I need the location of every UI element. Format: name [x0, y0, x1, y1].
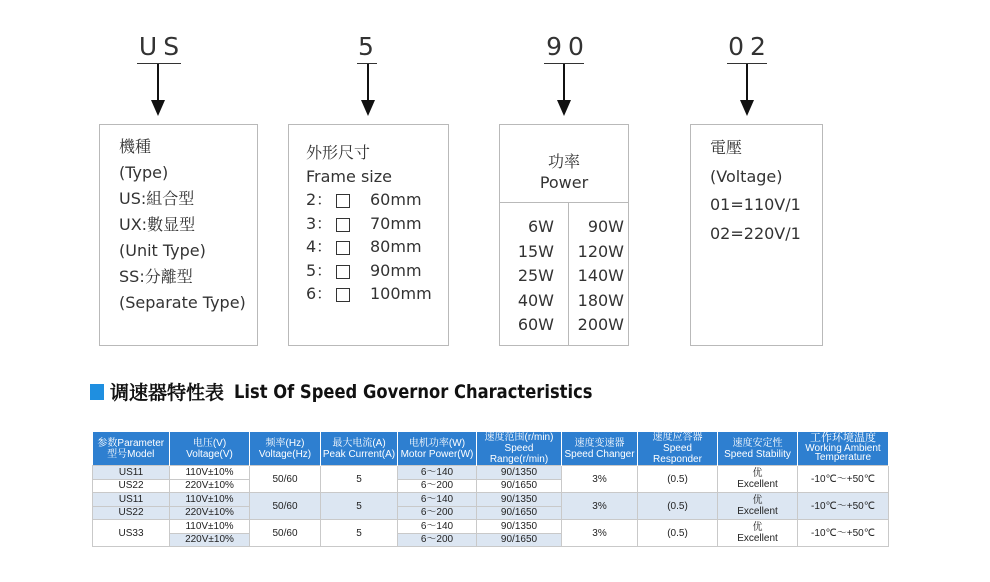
type-line: UX:數显型: [119, 215, 196, 234]
cell-responder: (0.5): [638, 493, 718, 520]
section-marker-icon: [90, 384, 104, 400]
type-line: (Type): [119, 163, 169, 182]
arrow-down-icon: [361, 100, 375, 116]
code-part-frame: 5: [358, 32, 380, 61]
header-speed-range: 速度范围(r/min) Speed Range(r/min): [477, 432, 562, 466]
cell-temperature: -10℃～+50℃: [798, 466, 889, 493]
frame-row: [306, 235, 432, 259]
voltage-box-text: [710, 134, 801, 248]
cell-changer: 3%: [562, 493, 638, 520]
header-frequency: 频率(Hz) Voltage(Hz): [250, 432, 321, 466]
power-value: 40W: [517, 290, 554, 310]
cell-frequency: 50/60: [250, 520, 321, 547]
power-value: 120W: [577, 241, 624, 261]
header-model: 参数Parameter 型号Model: [93, 432, 170, 466]
cell-power: 6～140: [398, 493, 477, 507]
frame-size-box: [288, 124, 449, 346]
cell-stability: 优 Excellent: [718, 466, 798, 493]
code-underline-type: [137, 63, 181, 64]
power-box: [499, 124, 629, 346]
table-header-row: [93, 432, 889, 466]
voltage-box: [690, 124, 823, 346]
power-value: 25W: [517, 266, 554, 285]
arrow-down-icon: [557, 100, 571, 116]
frame-row: [306, 212, 432, 236]
frame-title-cn: 外形尺寸: [306, 143, 371, 162]
checkbox-square-icon: [336, 288, 350, 302]
code-part-type: US: [138, 32, 186, 61]
type-line: SS:分離型: [119, 267, 193, 286]
cell-power: 6～140: [398, 520, 477, 534]
table-row: [93, 520, 889, 534]
cell-model: US33: [93, 520, 170, 547]
cell-range: 90/1350: [477, 520, 562, 534]
cell-power: 6～140: [398, 466, 477, 480]
cell-temperature: -10℃～+50℃: [798, 493, 889, 520]
voltage-line: 02=220V/1: [710, 223, 801, 243]
header-motor-power: 电机功率(W) Motor Power(W): [398, 432, 477, 466]
checkbox-square-icon: [336, 218, 350, 232]
type-line: (Unit Type): [119, 241, 206, 260]
header-voltage: 电压(V) Voltage(V): [170, 432, 250, 466]
power-value: 140W: [577, 266, 624, 285]
checkbox-square-icon: [336, 241, 350, 255]
power-list-right: [578, 215, 624, 338]
header-temperature: 工作环境温度 Working Ambient Temperature: [798, 432, 889, 466]
cell-voltage: 110V±10%: [170, 466, 250, 480]
arrow-stem-type: [157, 64, 159, 102]
frame-title-en: Frame size: [306, 166, 392, 186]
frame-num: 2：: [306, 190, 333, 209]
code-part-voltage: 02: [728, 32, 772, 61]
power-list-left: [518, 215, 554, 338]
section-title-cn: 调速器特性表: [110, 382, 225, 404]
voltage-line: 電壓: [710, 138, 743, 157]
cell-voltage: 220V±10%: [170, 479, 250, 493]
header-speed-changer: 速度变速器 Speed Changer: [562, 432, 638, 466]
frame-size: 80mm: [370, 237, 422, 256]
header-speed-responder: 速度应答器 Speed Responder: [638, 432, 718, 466]
frame-num: 6：: [306, 284, 333, 303]
cell-voltage: 220V±10%: [170, 506, 250, 520]
frame-size: 100mm: [370, 284, 432, 303]
frame-size-text: [306, 141, 432, 306]
frame-row: [306, 259, 432, 283]
power-value: 180W: [577, 290, 624, 310]
cell-model: US11: [93, 493, 170, 507]
header-speed-stability: 速度安定性 Speed Stability: [718, 432, 798, 466]
cell-current: 5: [321, 493, 398, 520]
cell-power: 6～200: [398, 533, 477, 547]
type-line: 機種: [119, 137, 152, 156]
checkbox-square-icon: [336, 194, 350, 208]
frame-num: 5：: [306, 260, 333, 280]
cell-changer: 3%: [562, 466, 638, 493]
arrow-stem-frame: [367, 64, 369, 102]
cell-range: 90/1350: [477, 493, 562, 507]
cell-current: 5: [321, 466, 398, 493]
frame-size: 60mm: [370, 190, 422, 209]
frame-size: 70mm: [370, 213, 422, 233]
checkbox-square-icon: [336, 265, 350, 279]
cell-changer: 3%: [562, 520, 638, 547]
arrow-stem-voltage: [746, 64, 748, 102]
cell-frequency: 50/60: [250, 466, 321, 493]
arrow-down-icon: [740, 100, 754, 116]
cell-range: 90/1650: [477, 506, 562, 520]
cell-power: 6～200: [398, 506, 477, 520]
cell-frequency: 50/60: [250, 493, 321, 520]
power-value: 90W: [587, 217, 624, 236]
cell-range: 90/1650: [477, 479, 562, 493]
voltage-line: (Voltage): [710, 166, 783, 186]
cell-model: US11: [93, 466, 170, 480]
cell-model: US22: [93, 506, 170, 520]
power-divider-v: [568, 202, 569, 345]
section-title: [90, 378, 651, 405]
table-row: [93, 493, 889, 507]
power-title-cn: 功率: [547, 152, 580, 171]
type-box-text: [119, 134, 246, 316]
frame-num: 4：: [306, 237, 333, 256]
cell-responder: (0.5): [638, 466, 718, 493]
cell-model: US22: [93, 479, 170, 493]
power-value: 60W: [517, 315, 554, 334]
power-value: 6W: [528, 217, 554, 236]
cell-stability: 优 Excellent: [718, 493, 798, 520]
cell-current: 5: [321, 520, 398, 547]
section-title-en: List Of Speed Governor Characteristics: [234, 380, 593, 403]
cell-stability: 优 Excellent: [718, 520, 798, 547]
frame-size: 90mm: [370, 260, 422, 280]
cell-voltage: 110V±10%: [170, 520, 250, 534]
arrow-down-icon: [151, 100, 165, 116]
arrow-stem-power: [563, 64, 565, 102]
power-title-en: Power: [539, 173, 589, 192]
cell-temperature: -10℃～+50℃: [798, 520, 889, 547]
frame-row: [306, 188, 432, 212]
cell-range: 90/1350: [477, 466, 562, 480]
voltage-line: 01=110V/1: [710, 195, 801, 214]
cell-power: 6～200: [398, 479, 477, 493]
header-current: 最大电流(A) Peak Current(A): [321, 432, 398, 466]
type-line: US:組合型: [119, 189, 195, 208]
cell-voltage: 220V±10%: [170, 533, 250, 547]
cell-voltage: 110V±10%: [170, 493, 250, 507]
characteristics-table: [92, 432, 889, 547]
cell-responder: (0.5): [638, 520, 718, 547]
table-row: [93, 466, 889, 480]
frame-row: [306, 282, 432, 306]
type-line: (Separate Type): [119, 293, 246, 312]
power-value: 15W: [517, 241, 554, 261]
power-divider-h: [500, 202, 628, 203]
frame-num: 3：: [306, 213, 333, 233]
cell-range: 90/1650: [477, 533, 562, 547]
type-box: [99, 124, 258, 346]
code-part-power: 90: [546, 32, 590, 61]
power-value: 200W: [577, 315, 624, 334]
